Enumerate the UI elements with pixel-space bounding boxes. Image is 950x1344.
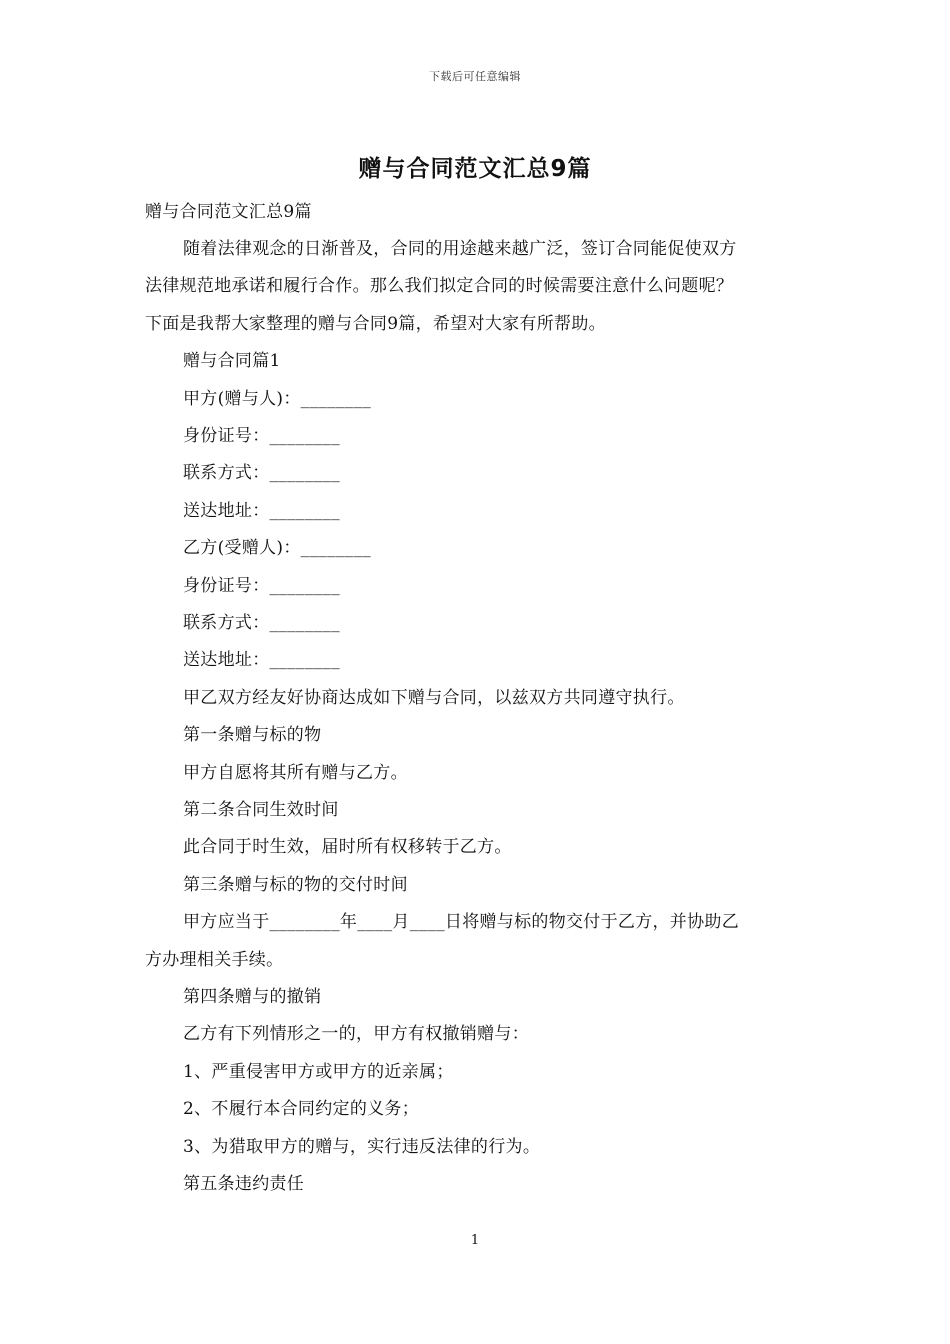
paragraph-line: 随着法律观念的日渐普及，合同的用途越来越广泛，签订合同能促使双方 xyxy=(183,239,737,259)
paragraph-line: 下面是我帮大家整理的赠与合同9篇，希望对大家有所帮助。 xyxy=(145,314,606,334)
paragraph-line: 甲乙双方经友好协商达成如下赠与合同，以兹双方共同遵守执行。 xyxy=(183,688,685,708)
form-field-line: 身份证号：________ xyxy=(183,576,340,596)
clause-heading: 第一条赠与标的物 xyxy=(183,725,322,745)
page-header-note: 下载后可任意编辑 xyxy=(429,70,521,83)
form-field-line: 乙方(受赠人)：________ xyxy=(183,538,372,558)
paragraph-line: 法律规范地承诺和履行合作。那么我们拟定合同的时候需要注意什么问题呢？ xyxy=(145,276,734,296)
document-title: 赠与合同范文汇总9篇 xyxy=(358,156,592,182)
paragraph-line: 方办理相关手续。 xyxy=(145,950,284,970)
form-field-line: 身份证号：________ xyxy=(183,426,340,446)
section-heading: 赠与合同篇1 xyxy=(183,351,281,371)
paragraph-line: 此合同于时生效，届时所有权移转于乙方。 xyxy=(183,837,512,857)
list-item: 1、严重侵害甲方或甲方的近亲属； xyxy=(183,1062,454,1082)
paragraph-line: 甲方应当于________年____月____日将赠与标的物交付于乙方，并协助乙 xyxy=(183,912,739,932)
clause-heading: 第四条赠与的撤销 xyxy=(183,987,322,1007)
form-field-line: 联系方式：________ xyxy=(183,613,340,633)
page-number: 1 xyxy=(470,1233,480,1248)
list-item: 3、为猎取甲方的赠与，实行违反法律的行为。 xyxy=(183,1137,541,1157)
paragraph-line: 乙方有下列情形之一的，甲方有权撤销赠与： xyxy=(183,1024,529,1044)
clause-heading: 第五条违约责任 xyxy=(183,1174,305,1194)
form-field-line: 联系方式：________ xyxy=(183,463,340,483)
form-field-line: 送达地址：________ xyxy=(183,501,340,521)
subtitle-line: 赠与合同范文汇总9篇 xyxy=(145,202,312,222)
paragraph-line: 甲方自愿将其所有赠与乙方。 xyxy=(183,763,408,783)
list-item: 2、不履行本合同约定的义务； xyxy=(183,1099,420,1119)
clause-heading: 第三条赠与标的物的交付时间 xyxy=(183,875,408,895)
form-field-line: 送达地址：________ xyxy=(183,650,340,670)
form-field-line: 甲方(赠与人)：________ xyxy=(183,389,372,409)
clause-heading: 第二条合同生效时间 xyxy=(183,800,339,820)
